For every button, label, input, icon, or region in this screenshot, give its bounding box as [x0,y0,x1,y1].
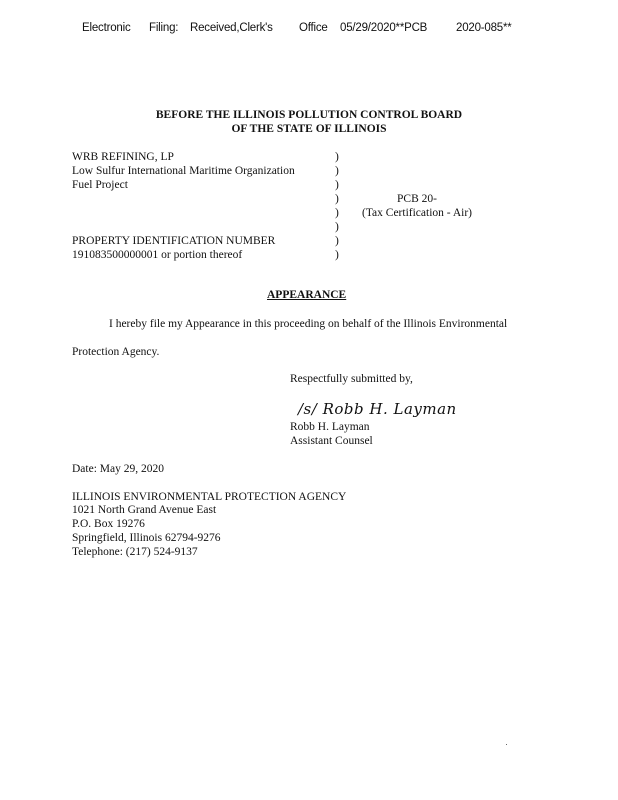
agency-address-line-1: 1021 North Grand Avenue East [72,504,217,516]
signature: /s/ Robb H. Layman [298,400,457,418]
caption-project-line-2: Fuel Project [72,179,128,191]
caption-bracket: ) [335,179,339,191]
caption-bracket: ) [335,151,339,163]
caption-bracket: ) [335,221,339,233]
stray-mark [506,744,507,745]
filing-header-case: 2020-085** [456,22,512,34]
filing-header-date: 05/29/2020**PCB [340,22,428,34]
agency-name: ILLINOIS ENVIRONMENTAL PROTECTION AGENCY [72,491,347,503]
caption-property-id-label: PROPERTY IDENTIFICATION NUMBER [72,235,276,247]
caption-bracket: ) [335,235,339,247]
title-line-1: BEFORE THE ILLINOIS POLLUTION CONTROL BOARD [155,109,463,121]
case-number: PCB 20- [397,193,437,205]
caption-petitioner: WRB REFINING, LP [72,151,174,163]
date-line: Date: May 29, 2020 [72,463,164,475]
agency-address-line-2: P.O. Box 19276 [72,518,145,530]
caption-bracket: ) [335,249,339,261]
appearance-body-line-2: Protection Agency. [72,346,160,358]
title-line-2: OF THE STATE OF ILLINOIS [231,123,387,135]
caption-bracket: ) [335,207,339,219]
caption-bracket: ) [335,193,339,205]
signer-title: Assistant Counsel [290,435,373,447]
filing-header-received: Received,Clerk's [190,22,273,34]
filing-header-electronic: Electronic [82,22,131,34]
appearance-heading: APPEARANCE [267,289,347,301]
case-type: (Tax Certification - Air) [362,207,473,219]
appearance-body-line-1: I hereby file my Appearance in this proceeding on behalf of the Illinois Environmental [109,318,508,330]
agency-telephone: Telephone: (217) 524-9137 [72,546,198,558]
caption-project-line-1: Low Sulfur International Maritime Organization [72,165,295,177]
filing-header-office: Office [299,22,328,34]
caption-bracket: ) [335,165,339,177]
signer-name: Robb H. Layman [290,421,370,433]
respectfully-submitted: Respectfully submitted by, [290,373,413,385]
filing-header-filing: Filing: [149,22,179,34]
agency-address-line-3: Springfield, Illinois 62794-9276 [72,532,221,544]
caption-property-id-number: 191083500000001 or portion thereof [72,249,243,261]
